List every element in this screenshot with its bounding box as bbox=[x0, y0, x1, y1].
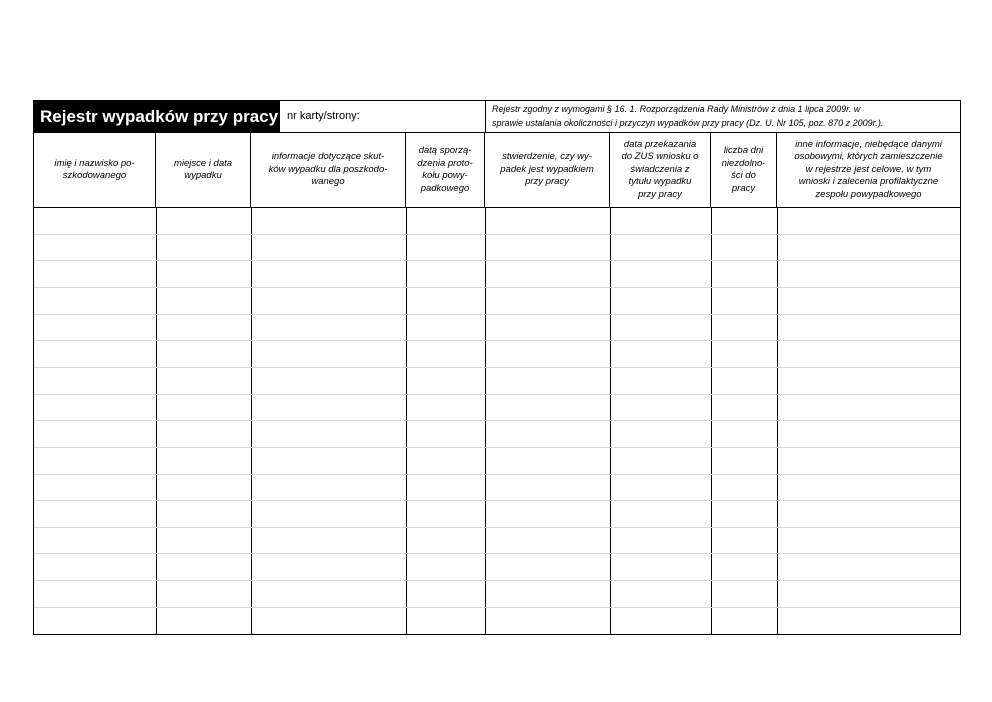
table-cell-injury-effects[interactable] bbox=[252, 395, 405, 420]
row-divider bbox=[34, 580, 960, 581]
row-divider bbox=[34, 474, 960, 475]
table-cell-work-accident-statement[interactable] bbox=[486, 368, 609, 393]
column-header-line: osobowymi, których zamieszczenie bbox=[794, 151, 943, 163]
table-cell-injury-effects[interactable] bbox=[252, 475, 405, 500]
table-cell-protocol-date[interactable] bbox=[407, 528, 484, 553]
table-cell-sick-leave-days[interactable] bbox=[712, 315, 776, 340]
table-cell-other-info[interactable] bbox=[778, 315, 959, 340]
table-cell-other-info[interactable] bbox=[778, 554, 959, 579]
table-cell-accident-place-date[interactable] bbox=[157, 608, 250, 633]
table-cell-other-info[interactable] bbox=[778, 448, 959, 473]
row-divider bbox=[34, 287, 960, 288]
table-cell-zus-submission-date[interactable] bbox=[611, 448, 710, 473]
table-cell-work-accident-statement[interactable] bbox=[486, 475, 609, 500]
row-divider bbox=[34, 367, 960, 368]
column-header-injury-effects bbox=[251, 133, 406, 207]
table-cell-other-info[interactable] bbox=[778, 395, 959, 420]
table-cell-zus-submission-date[interactable] bbox=[611, 554, 710, 579]
table-cell-victim-name[interactable] bbox=[35, 528, 155, 553]
column-header-line: padkowego bbox=[420, 182, 470, 194]
column-header-text bbox=[500, 151, 593, 189]
table-cell-sick-leave-days[interactable] bbox=[712, 421, 776, 446]
column-header-line: do ZUS wniosku o bbox=[621, 151, 699, 163]
table-cell-work-accident-statement[interactable] bbox=[486, 528, 609, 553]
table-cell-victim-name[interactable] bbox=[35, 261, 155, 286]
table-cell-injury-effects[interactable] bbox=[252, 528, 405, 553]
table-cell-sick-leave-days[interactable] bbox=[712, 288, 776, 313]
row-divider bbox=[34, 553, 960, 554]
table-cell-accident-place-date[interactable] bbox=[157, 208, 250, 233]
column-header-protocol-date bbox=[406, 133, 485, 207]
table-cell-sick-leave-days[interactable] bbox=[712, 208, 776, 233]
table-cell-zus-submission-date[interactable] bbox=[611, 395, 710, 420]
table-cell-sick-leave-days[interactable] bbox=[712, 501, 776, 526]
table-cell-victim-name[interactable] bbox=[35, 341, 155, 366]
table-cell-sick-leave-days[interactable] bbox=[712, 608, 776, 633]
table-cell-zus-submission-date[interactable] bbox=[611, 368, 710, 393]
column-header-line: świadczenia z bbox=[630, 163, 690, 175]
column-header-text bbox=[722, 145, 766, 195]
column-header-line: wypadku bbox=[184, 170, 222, 181]
column-header-line: padek jest wypadkiem bbox=[500, 163, 594, 175]
column-header-line: pracy bbox=[731, 182, 756, 194]
row-divider bbox=[34, 340, 960, 341]
table-cell-other-info[interactable] bbox=[778, 235, 959, 260]
column-header-other-info bbox=[777, 133, 960, 207]
column-header-work-accident-statement bbox=[485, 133, 610, 207]
table-cell-sick-leave-days[interactable] bbox=[712, 261, 776, 286]
table-cell-victim-name[interactable] bbox=[35, 475, 155, 500]
table-cell-accident-place-date[interactable] bbox=[157, 261, 250, 286]
table-cell-zus-submission-date[interactable] bbox=[611, 608, 710, 633]
table-cell-work-accident-statement[interactable] bbox=[486, 501, 609, 526]
table-cell-injury-effects[interactable] bbox=[252, 554, 405, 579]
column-header-sick-leave-days bbox=[711, 133, 777, 207]
column-header-line: inne informacje, niebędące danymi bbox=[795, 138, 942, 150]
table-cell-accident-place-date[interactable] bbox=[157, 421, 250, 446]
table-cell-injury-effects[interactable] bbox=[252, 315, 405, 340]
table-cell-accident-place-date[interactable] bbox=[157, 475, 250, 500]
column-header-line: niezdolno- bbox=[721, 157, 766, 169]
table-cell-victim-name[interactable] bbox=[35, 208, 155, 233]
table-cell-victim-name[interactable] bbox=[35, 448, 155, 473]
table-cell-other-info[interactable] bbox=[778, 608, 959, 633]
table-cell-victim-name[interactable] bbox=[35, 235, 155, 260]
row-divider bbox=[34, 607, 960, 608]
row-divider bbox=[34, 447, 960, 448]
table-cell-zus-submission-date[interactable] bbox=[611, 421, 710, 446]
table-cell-protocol-date[interactable] bbox=[407, 421, 484, 446]
column-header-line: przy pracy bbox=[525, 176, 569, 188]
table-cell-work-accident-statement[interactable] bbox=[486, 261, 609, 286]
table-cell-other-info[interactable] bbox=[778, 528, 959, 553]
legal-note-line: sprawie ustalania okoliczności i przyczyn wypadków przy pracy (Dz. U. Nr 105, poz. 870 z 2009r.). bbox=[492, 118, 884, 128]
table-cell-other-info[interactable] bbox=[778, 368, 959, 393]
table-cell-accident-place-date[interactable] bbox=[157, 395, 250, 420]
column-header-line: kołu powy- bbox=[422, 170, 468, 181]
table-cell-injury-effects[interactable] bbox=[252, 288, 405, 313]
table-cell-sick-leave-days[interactable] bbox=[712, 368, 776, 393]
table-cell-sick-leave-days[interactable] bbox=[712, 448, 776, 473]
table-cell-protocol-date[interactable] bbox=[407, 581, 484, 606]
table-cell-sick-leave-days[interactable] bbox=[712, 528, 776, 553]
table-cell-victim-name[interactable] bbox=[35, 315, 155, 340]
table-cell-zus-submission-date[interactable] bbox=[611, 501, 710, 526]
table-cell-work-accident-statement[interactable] bbox=[486, 341, 609, 366]
table-cell-protocol-date[interactable] bbox=[407, 368, 484, 393]
table-cell-zus-submission-date[interactable] bbox=[611, 341, 710, 366]
table-cell-zus-submission-date[interactable] bbox=[611, 528, 710, 553]
column-header-line: szkodowanego bbox=[62, 170, 127, 181]
column-header-text bbox=[269, 151, 388, 189]
table-cell-injury-effects[interactable] bbox=[252, 341, 405, 366]
form-header bbox=[34, 101, 960, 133]
column-header-line: wnioski i zalecenia profilaktyczne bbox=[798, 176, 939, 188]
table-cell-protocol-date[interactable] bbox=[407, 501, 484, 526]
table-cell-work-accident-statement[interactable] bbox=[486, 554, 609, 579]
column-header-line: ści do bbox=[731, 170, 756, 181]
column-header-line: datą sporzą- bbox=[418, 145, 472, 156]
column-header-line: data przekazania bbox=[623, 138, 697, 150]
table-cell-protocol-date[interactable] bbox=[407, 288, 484, 313]
table-cell-injury-effects[interactable] bbox=[252, 208, 405, 233]
table-cell-victim-name[interactable] bbox=[35, 288, 155, 313]
table-cell-protocol-date[interactable] bbox=[407, 235, 484, 260]
form-title: Rejestr wypadków przy pracy bbox=[34, 101, 280, 132]
table-cell-work-accident-statement[interactable] bbox=[486, 421, 609, 446]
table-cell-other-info[interactable] bbox=[778, 208, 959, 233]
table-cell-accident-place-date[interactable] bbox=[157, 341, 250, 366]
table-cell-sick-leave-days[interactable] bbox=[712, 341, 776, 366]
column-header-line: wanego bbox=[311, 176, 345, 188]
column-header-zus-submission-date bbox=[610, 133, 711, 207]
table-cell-protocol-date[interactable] bbox=[407, 554, 484, 579]
column-header-accident-place-date bbox=[156, 133, 251, 207]
table-cell-other-info[interactable] bbox=[778, 581, 959, 606]
table-cell-work-accident-statement[interactable] bbox=[486, 395, 609, 420]
table-cell-accident-place-date[interactable] bbox=[157, 235, 250, 260]
column-header-line: przy pracy bbox=[638, 188, 682, 200]
table-cell-work-accident-statement[interactable] bbox=[486, 608, 609, 633]
table-cell-injury-effects[interactable] bbox=[252, 608, 405, 633]
table-cell-injury-effects[interactable] bbox=[252, 421, 405, 446]
table-cell-zus-submission-date[interactable] bbox=[611, 235, 710, 260]
table-cell-protocol-date[interactable] bbox=[407, 395, 484, 420]
table-cell-zus-submission-date[interactable] bbox=[611, 208, 710, 233]
table-cell-victim-name[interactable] bbox=[35, 395, 155, 420]
row-divider bbox=[34, 420, 960, 421]
table-cell-work-accident-statement[interactable] bbox=[486, 208, 609, 233]
table-cell-victim-name[interactable] bbox=[35, 421, 155, 446]
table-cell-work-accident-statement[interactable] bbox=[486, 315, 609, 340]
table-cell-accident-place-date[interactable] bbox=[157, 288, 250, 313]
table-cell-other-info[interactable] bbox=[778, 261, 959, 286]
table-cell-injury-effects[interactable] bbox=[252, 581, 405, 606]
row-divider bbox=[34, 527, 960, 528]
table-cell-accident-place-date[interactable] bbox=[157, 581, 250, 606]
card-number-label: nr karty/strony: bbox=[287, 110, 360, 122]
table-cell-injury-effects[interactable] bbox=[252, 368, 405, 393]
table-cell-work-accident-statement[interactable] bbox=[486, 581, 609, 606]
table-cell-other-info[interactable] bbox=[778, 501, 959, 526]
row-divider bbox=[34, 314, 960, 315]
table-cell-accident-place-date[interactable] bbox=[157, 501, 250, 526]
table-cell-work-accident-statement[interactable] bbox=[486, 288, 609, 313]
table-cell-accident-place-date[interactable] bbox=[157, 554, 250, 579]
column-header-line: dzenia proto- bbox=[417, 157, 473, 169]
table-cell-protocol-date[interactable] bbox=[407, 315, 484, 340]
table-cell-other-info[interactable] bbox=[778, 475, 959, 500]
table-cell-protocol-date[interactable] bbox=[407, 341, 484, 366]
table-cell-injury-effects[interactable] bbox=[252, 448, 405, 473]
table-cell-accident-place-date[interactable] bbox=[157, 368, 250, 393]
column-header-line: ków wypadku dla poszkodo- bbox=[268, 163, 388, 175]
table-cell-victim-name[interactable] bbox=[35, 554, 155, 579]
column-header-text bbox=[54, 158, 134, 183]
table-cell-sick-leave-days[interactable] bbox=[712, 395, 776, 420]
column-header-line: liczba dni bbox=[723, 145, 764, 156]
column-header-victim-name bbox=[34, 133, 156, 207]
table-cell-victim-name[interactable] bbox=[35, 581, 155, 606]
table-cell-zus-submission-date[interactable] bbox=[611, 288, 710, 313]
table-cell-accident-place-date[interactable] bbox=[157, 315, 250, 340]
table-cell-sick-leave-days[interactable] bbox=[712, 235, 776, 260]
accident-register-form bbox=[33, 100, 961, 635]
table-cell-injury-effects[interactable] bbox=[252, 261, 405, 286]
table-cell-zus-submission-date[interactable] bbox=[611, 475, 710, 500]
table-cell-zus-submission-date[interactable] bbox=[611, 315, 710, 340]
table-cell-injury-effects[interactable] bbox=[252, 501, 405, 526]
table-cell-sick-leave-days[interactable] bbox=[712, 475, 776, 500]
table-cell-sick-leave-days[interactable] bbox=[712, 581, 776, 606]
table-cell-work-accident-statement[interactable] bbox=[486, 235, 609, 260]
column-header-text bbox=[417, 145, 472, 195]
table-cell-protocol-date[interactable] bbox=[407, 261, 484, 286]
table-cell-victim-name[interactable] bbox=[35, 368, 155, 393]
table-cell-victim-name[interactable] bbox=[35, 608, 155, 633]
table-cell-other-info[interactable] bbox=[778, 421, 959, 446]
column-header-text bbox=[621, 139, 698, 202]
table-cell-injury-effects[interactable] bbox=[252, 235, 405, 260]
column-header-line: stwierdzenie, czy wy- bbox=[502, 151, 592, 163]
row-divider bbox=[34, 394, 960, 395]
column-header-line: w rejestrze jest celowe, w tym bbox=[805, 163, 932, 175]
column-header-line: miejsce i data bbox=[173, 157, 233, 169]
table-cell-victim-name[interactable] bbox=[35, 501, 155, 526]
column-header-line: tytułu wypadku bbox=[628, 176, 692, 188]
table-cell-work-accident-statement[interactable] bbox=[486, 448, 609, 473]
column-header-text bbox=[794, 139, 942, 202]
table-cell-sick-leave-days[interactable] bbox=[712, 554, 776, 579]
column-header-text bbox=[174, 158, 232, 183]
legal-note-line: Rejestr zgodny z wymogami § 16. 1. Rozporządzenia Rady Ministrów z dnia 1 lipca 2009r. w bbox=[492, 104, 861, 114]
row-divider bbox=[34, 260, 960, 261]
table-cell-accident-place-date[interactable] bbox=[157, 528, 250, 553]
table-cell-protocol-date[interactable] bbox=[407, 475, 484, 500]
table-cell-other-info[interactable] bbox=[778, 341, 959, 366]
column-header-line: zespołu powypadkowego bbox=[815, 188, 922, 200]
table-cell-accident-place-date[interactable] bbox=[157, 448, 250, 473]
row-divider bbox=[34, 234, 960, 235]
table-cell-protocol-date[interactable] bbox=[407, 208, 484, 233]
table-cell-protocol-date[interactable] bbox=[407, 608, 484, 633]
table-cell-protocol-date[interactable] bbox=[407, 448, 484, 473]
column-header-line: imię i nazwisko po- bbox=[54, 157, 135, 169]
table-cell-other-info[interactable] bbox=[778, 288, 959, 313]
table-cell-zus-submission-date[interactable] bbox=[611, 581, 710, 606]
legal-note bbox=[485, 101, 960, 132]
row-divider bbox=[34, 500, 960, 501]
column-header-line: informacje dotyczące skut- bbox=[271, 151, 385, 163]
table-cell-zus-submission-date[interactable] bbox=[611, 261, 710, 286]
